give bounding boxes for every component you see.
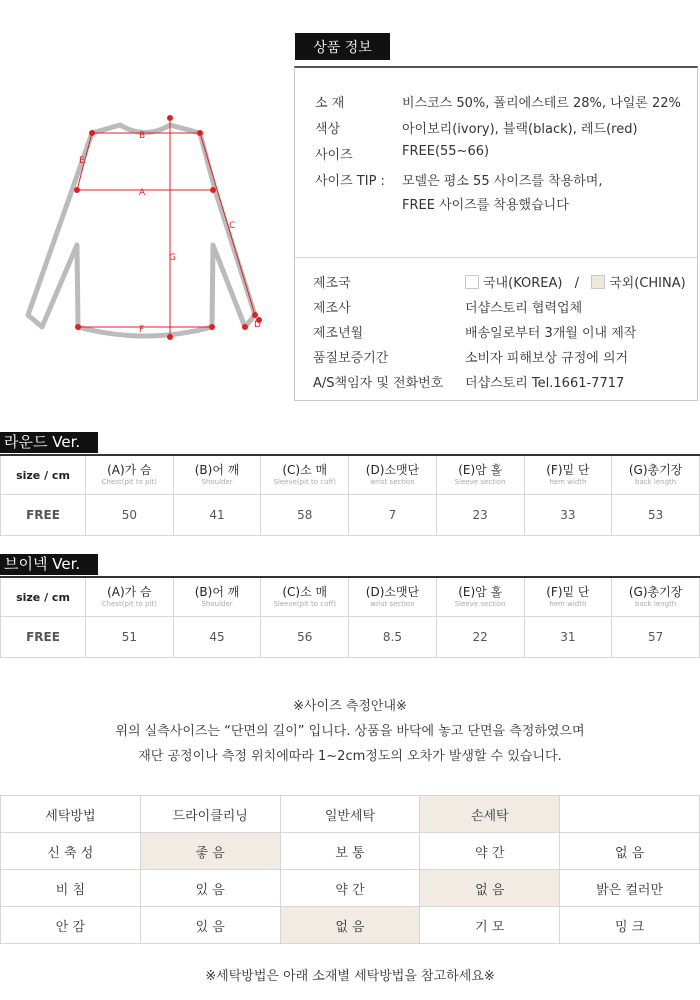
column-header: (A)가 슴 Chest(pit to pit) [86,577,174,617]
care-row-label: 신 축 성 [1,833,141,870]
table-row [1,870,700,907]
column-header: (C)소 매 Sleeve(pit to cuff) [261,455,349,495]
table-cell: 41 [173,495,261,536]
label-g: G [169,253,176,263]
table-cell: 일반세탁 [280,796,420,833]
measure-point [253,313,258,318]
maker-value: 더샵스토리 협력업체 [465,301,583,316]
label-c: C [229,221,236,231]
as-contact-label: A/S책임자 및 전화번호 [313,376,444,391]
table-cell-selected: 없 음 [420,870,560,907]
column-header: (G)총기장 back length [612,455,700,495]
size-notice-line-2: 재단 공정이나 측정 위치에따라 1~2cm정도의 오차가 발생할 수 있습니다. [138,749,562,764]
table-cell: 밝은 컬러만 [560,870,700,907]
mfg-date-value: 배송일로부터 3개월 이내 제작 [465,326,637,341]
mfg-date-label: 제조년월 [313,326,364,341]
column-header: (E)암 홀 Sleeve section [436,455,524,495]
care-table [0,795,700,944]
size-notice-line-1: 위의 실측사이즈는 “단면의 길이” 입니다. 상품을 바닥에 놓고 단면을 측정하였으며 [115,724,585,739]
table-cell: 56 [261,617,349,658]
column-header: (E)암 홀 Sleeve section [436,577,524,617]
garment-size-diagram [20,105,285,350]
label-f: F [139,325,145,335]
care-row-label: 비 침 [1,870,141,907]
measure-point [90,131,95,136]
table-header-row [1,577,700,617]
color-value: 아이보리(ivory), 블랙(black), 레드(red) [402,122,638,137]
table-cell: 약 간 [280,870,420,907]
label-e: E [79,156,85,166]
table-cell-selected: 없 음 [280,907,420,944]
column-header: (F)밑 단 hem width [524,455,612,495]
vneck-size-table [0,576,700,658]
column-header: (B)어 깨 Shoulder [173,455,261,495]
product-info-title: 상품 정보 [295,33,390,60]
size-notice-title: ※사이즈 측정안내※ [293,699,407,714]
material-label: 소 재 [315,96,345,111]
info-divider [295,257,697,258]
table-cell: 있 음 [140,907,280,944]
column-header: (D)소맷단 wrist section [349,455,437,495]
row-label: FREE [1,617,86,658]
measure-point [198,131,203,136]
column-header: (F)밑 단 hem width [524,577,612,617]
china-checkbox [591,275,605,289]
table-cell: 기 모 [420,907,560,944]
as-contact-value: 더샵스토리 Tel.1661-7717 [465,376,625,391]
warranty-label: 품질보증기간 [313,351,389,366]
size-tip-value: 모델은 평소 55 사이즈를 착용하며, [402,174,603,189]
size-tip-label: 사이즈 TIP : [315,174,385,189]
table-header-row [1,455,700,495]
table-cell: 7 [349,495,437,536]
table-cell: 드라이클리닝 [140,796,280,833]
size-unit-header: size / cm [1,577,86,617]
korea-label: 국내(KOREA) [483,276,563,291]
table-cell: 없 음 [560,833,700,870]
care-row-label: 세탁방법 [1,796,141,833]
size-tip-value-2: FREE 사이즈를 착용했습니다 [402,198,569,213]
table-cell: 8.5 [349,617,437,658]
size-label: 사이즈 [315,148,353,163]
measure-point [76,325,81,330]
care-row-label: 안 감 [1,907,141,944]
label-d: D [254,320,261,330]
country-value [465,272,686,291]
table-row [1,617,700,658]
label-b: B [139,131,146,141]
column-header: (G)총기장 back length [612,577,700,617]
table-cell: 51 [86,617,174,658]
maker-label: 제조사 [313,301,351,316]
measure-point [168,335,173,340]
column-header: (D)소맷단 wrist section [349,577,437,617]
column-header: (C)소 매 Sleeve(pit to cuff) [261,577,349,617]
country-label: 제조국 [313,276,351,291]
table-cell: 53 [612,495,700,536]
table-cell: 45 [173,617,261,658]
garment-outline [28,125,255,336]
measure-point [243,325,248,330]
table-cell: 보 통 [280,833,420,870]
column-header: (A)가 슴 Chest(pit to pit) [86,455,174,495]
table-cell: 22 [436,617,524,658]
table-cell-selected: 손세탁 [420,796,560,833]
product-info-box [294,66,698,401]
warranty-value: 소비자 피해보상 규정에 의거 [465,351,629,366]
table-cell: 있 음 [140,870,280,907]
country-separator: / [574,276,579,291]
table-cell [560,796,700,833]
table-row [1,495,700,536]
size-unit-header: size / cm [1,455,86,495]
size-value: FREE(55~66) [402,144,490,159]
table-cell: 50 [86,495,174,536]
table-cell: 약 간 [420,833,560,870]
table-row [1,833,700,870]
measure-point [210,325,215,330]
round-size-table [0,454,700,536]
table-row [1,907,700,944]
label-a: A [139,188,146,198]
table-row [1,796,700,833]
table-cell: 33 [524,495,612,536]
china-label: 국외(CHINA) [609,276,686,291]
row-label: FREE [1,495,86,536]
color-label: 색상 [315,122,341,137]
round-version-title: 라운드 Ver. [0,432,98,453]
care-footer-note: ※세탁방법은 아래 소재별 세탁방법을 참고하세요※ [205,969,495,984]
measure-point [168,116,173,121]
vneck-version-title: 브이넥 Ver. [0,554,98,575]
table-cell: 57 [612,617,700,658]
table-cell-selected: 좋 음 [140,833,280,870]
table-cell: 밍 크 [560,907,700,944]
table-cell: 58 [261,495,349,536]
table-cell: 31 [524,617,612,658]
measure-point [75,188,80,193]
measure-point [211,188,216,193]
column-header: (B)어 깨 Shoulder [173,577,261,617]
material-value: 비스코스 50%, 폴리에스테르 28%, 나일론 22% [402,96,681,111]
korea-checkbox [465,275,479,289]
table-cell: 23 [436,495,524,536]
